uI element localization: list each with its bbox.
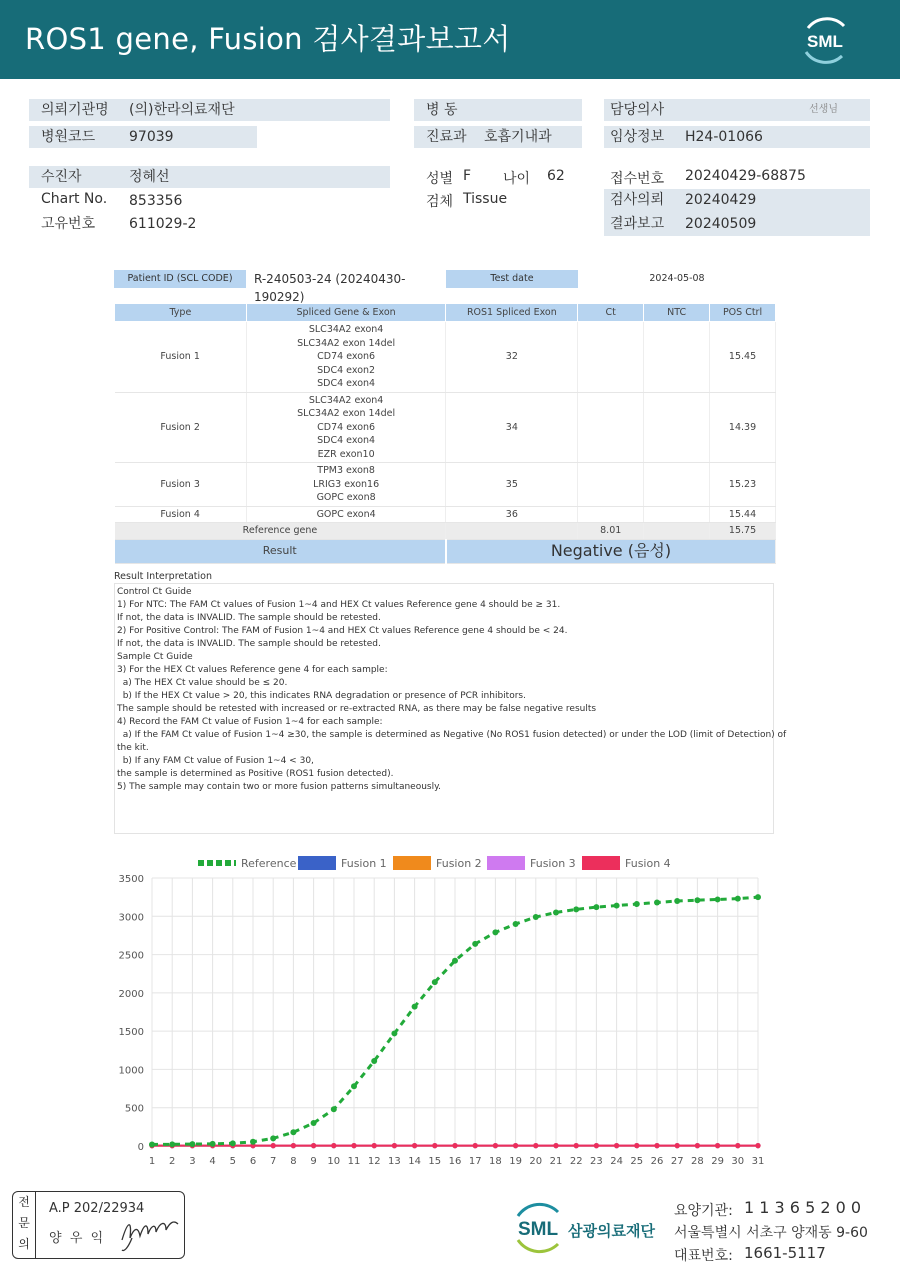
row-type: Fusion 3 (115, 463, 247, 507)
data-point (432, 1143, 437, 1148)
x-tick-label: 4 (209, 1156, 216, 1167)
row-genes (246, 322, 446, 393)
y-tick-label: 0 (137, 1142, 144, 1153)
x-tick-label: 17 (468, 1156, 482, 1167)
data-point (372, 1143, 377, 1148)
data-point (735, 896, 741, 902)
row-ct (578, 463, 644, 507)
x-tick-label: 2 (169, 1156, 176, 1167)
data-point (695, 1143, 700, 1148)
chart-no-label: Chart No. (41, 191, 108, 207)
data-point (432, 979, 438, 985)
hospital-code-value: 97039 (129, 129, 174, 145)
data-point (271, 1143, 276, 1148)
x-tick-label: 21 (549, 1156, 563, 1167)
y-tick-label: 1500 (118, 1027, 144, 1039)
reference-label: Reference gene (115, 523, 446, 540)
interpretation-line: the sample is determined as Positive (ROS1 fusion detected). (117, 769, 394, 779)
legend-swatch (487, 856, 525, 870)
request-label: 검사의뢰 (610, 192, 665, 208)
amplification-chart (110, 850, 780, 1170)
interpretation-line: b) If the HEX Ct value > 20, this indicates RNA degradation or presence of PCR inhibitors. (117, 691, 526, 701)
data-point (351, 1143, 356, 1148)
x-tick-label: 12 (367, 1156, 381, 1167)
patient-id-value: R-240503-24 (20240430-190292) (254, 272, 406, 304)
gene-item: SLC34A2 exon 14del (297, 408, 396, 419)
row-type: Fusion 2 (115, 392, 247, 463)
col-pos-ctrl: POS Ctrl (710, 304, 776, 322)
data-point (291, 1143, 296, 1148)
reference-pos: 15.75 (710, 523, 776, 540)
table-row (115, 392, 776, 463)
data-point (290, 1129, 296, 1135)
org-name: 삼광의료재단 (568, 1222, 655, 1240)
data-point (675, 1143, 680, 1148)
row-exon: 35 (446, 463, 578, 507)
legend-label: Fusion 4 (625, 857, 671, 870)
result-table (114, 303, 776, 564)
data-point (533, 914, 539, 920)
legend-label: Fusion 2 (436, 857, 482, 870)
gene-item: LRIG3 exon16 (313, 478, 380, 490)
interpretation-line: 4) Record the FAM Ct value of Fusion 1~4 for each sample: (117, 717, 383, 727)
data-point (634, 901, 640, 907)
report-value: 20240509 (685, 216, 757, 232)
report-header (0, 0, 900, 79)
org-address: 서울특별시 서초구 양재동 9-60 (674, 1225, 868, 1241)
data-point (149, 1141, 155, 1147)
report-title: ROS1 gene, Fusion 검사결과보고서 (25, 22, 511, 56)
doctor-suffix: 선생님 (809, 104, 838, 115)
x-tick-label: 31 (751, 1156, 765, 1167)
gene-item: SDC4 exon4 (317, 435, 376, 446)
receipt-label: 접수번호 (610, 171, 665, 187)
x-tick-label: 1 (148, 1156, 156, 1167)
x-tick-label: 25 (630, 1156, 644, 1167)
x-tick-label: 11 (347, 1156, 361, 1167)
x-tick-label: 16 (448, 1156, 462, 1167)
data-point (351, 1083, 357, 1089)
table-row (115, 506, 776, 523)
row-ntc (644, 506, 710, 523)
col-ros1-exon: ROS1 Spliced Exon (446, 304, 578, 322)
patient-row (29, 166, 390, 188)
data-point (331, 1143, 336, 1148)
data-point (574, 1143, 579, 1148)
row-exon: 34 (446, 392, 578, 463)
data-point (311, 1143, 316, 1148)
x-tick-label: 13 (388, 1156, 401, 1167)
patient-label: 수진자 (41, 169, 82, 185)
dept-value: 호흡기내과 (484, 129, 552, 145)
data-point (210, 1141, 216, 1147)
data-point (614, 1143, 619, 1148)
data-point (331, 1106, 337, 1112)
x-tick-label: 23 (590, 1156, 603, 1167)
data-point (573, 906, 579, 912)
x-tick-label: 14 (408, 1156, 421, 1167)
row-type: Fusion 4 (115, 506, 247, 523)
data-point (694, 897, 700, 903)
x-tick-label: 22 (569, 1156, 583, 1167)
x-tick-label: 15 (428, 1156, 442, 1167)
interpretation-box (114, 583, 787, 834)
pathologist-stamp (12, 1191, 185, 1259)
y-tick-label: 2500 (118, 950, 144, 962)
data-point (654, 1143, 659, 1148)
signature-icon (118, 1210, 182, 1254)
dept-row (414, 126, 582, 148)
table-row (115, 463, 776, 507)
interpretation-title: Result Interpretation (114, 571, 212, 582)
reference-ct: 8.01 (578, 523, 644, 540)
data-point (230, 1140, 236, 1146)
x-tick-label: 8 (290, 1156, 297, 1167)
clinical-label: 임상정보 (610, 129, 665, 145)
clinical-value: H24-01066 (685, 129, 763, 145)
col-ct: Ct (578, 304, 644, 322)
stamp-char: 문 (18, 1216, 30, 1230)
data-point (513, 1143, 518, 1148)
request-value: 20240429 (685, 192, 757, 208)
interpretation-line: If not, the data is INVALID. The sample should be retested. (117, 639, 381, 649)
x-tick-label: 26 (650, 1156, 664, 1167)
data-point (674, 898, 680, 904)
data-point (614, 903, 620, 909)
gene-item: SDC4 exon2 (317, 364, 376, 376)
data-point (371, 1058, 377, 1064)
gene-item: EZR exon10 (317, 448, 375, 460)
data-point (250, 1139, 256, 1145)
org-code: 1 1 3 6 5 2 0 0 (744, 1198, 862, 1217)
footer-sml-logo-icon (510, 1200, 566, 1256)
clinical-row (604, 126, 870, 148)
result-row (115, 539, 776, 563)
x-tick-label: 7 (270, 1156, 277, 1167)
org-phone-label: 대표번호: (674, 1248, 733, 1264)
age-value: 62 (547, 168, 565, 184)
data-point (492, 929, 498, 935)
interpretation-line: a) If the FAM Ct value of Fusion 1~4 ≥30, the sample is determined as Negative (No ROS1 fusion detected) or under the LOD (limit of Detection) of (117, 730, 787, 740)
row-pos: 15.44 (710, 506, 776, 523)
row-ct (578, 322, 644, 393)
data-point (493, 1143, 498, 1148)
x-tick-label: 10 (327, 1156, 341, 1167)
sml-logo-icon (798, 14, 852, 66)
legend-swatch (393, 856, 431, 870)
data-point (553, 1143, 558, 1148)
x-tick-label: 27 (670, 1156, 684, 1167)
x-tick-label: 29 (711, 1156, 724, 1167)
x-tick-label: 18 (489, 1156, 502, 1167)
receipt-value: 20240429-68875 (685, 168, 806, 184)
data-point (553, 909, 559, 915)
y-tick-label: 1000 (118, 1065, 144, 1077)
gene-item: SLC34A2 exon 14del (297, 337, 396, 349)
institution-row (29, 99, 390, 121)
org-phone: 1661-5117 (744, 1244, 826, 1262)
gene-item: CD74 exon6 (317, 351, 376, 362)
test-date-label: Test date (446, 270, 578, 288)
row-ntc (644, 322, 710, 393)
y-tick-label: 2000 (118, 988, 144, 1000)
result-value: Negative (음성) (446, 539, 776, 563)
row-ntc (644, 463, 710, 507)
institution-label: 의뢰기관명 (41, 102, 109, 118)
interpretation-line: Sample Ct Guide (117, 652, 193, 662)
specimen-label: 검체 (426, 194, 454, 210)
data-point (412, 1004, 418, 1010)
x-tick-label: 28 (691, 1156, 704, 1167)
gene-item: GOPC exon8 (316, 492, 376, 503)
x-tick-label: 9 (310, 1156, 317, 1167)
x-tick-label: 20 (529, 1156, 543, 1167)
data-point (452, 1143, 457, 1148)
gene-item: CD74 exon6 (317, 421, 376, 433)
stamp-char: 의 (18, 1237, 30, 1251)
gene-item: GOPC exon4 (316, 508, 376, 520)
interpretation-line: If not, the data is INVALID. The sample should be retested. (117, 613, 381, 623)
col-type: Type (115, 304, 247, 322)
hospital-code-row (29, 126, 257, 148)
data-point (594, 1143, 599, 1148)
interpretation-line: Control Ct Guide (117, 587, 192, 597)
sml-logo-text: SML (807, 32, 843, 51)
row-genes (246, 392, 446, 463)
data-point (189, 1141, 195, 1147)
x-tick-label: 5 (229, 1156, 236, 1167)
data-point (311, 1120, 317, 1126)
data-point (412, 1143, 417, 1148)
org-code-label: 요양기관: (674, 1203, 733, 1219)
y-tick-label: 500 (124, 1103, 144, 1115)
ap-number: A.P 202/22934 (49, 1201, 145, 1216)
x-tick-label: 24 (610, 1156, 623, 1167)
data-point (452, 958, 458, 964)
data-point (169, 1141, 175, 1147)
row-type: Fusion 1 (115, 322, 247, 393)
data-point (472, 941, 478, 947)
row-pos: 15.23 (710, 463, 776, 507)
interpretation-line: 3) For the HEX Ct values Reference gene 4 for each sample: (117, 665, 388, 675)
y-tick-label: 3500 (118, 874, 144, 885)
data-point (392, 1143, 397, 1148)
gene-item: SLC34A2 exon4 (308, 394, 384, 406)
data-point (735, 1143, 740, 1148)
data-point (533, 1143, 538, 1148)
result-label: Result (115, 539, 446, 563)
row-genes (246, 506, 446, 523)
gene-item: SLC34A2 exon4 (308, 324, 384, 335)
ward-row (414, 99, 582, 121)
data-point (654, 900, 660, 906)
interpretation-line: 5) The sample may contain two or more fusion patterns simultaneously. (117, 782, 442, 792)
specimen-value: Tissue (463, 191, 508, 207)
chart-no-value: 853356 (129, 193, 183, 209)
data-point (715, 1143, 720, 1148)
report-label: 결과보고 (610, 216, 665, 232)
legend-label: Fusion 1 (341, 857, 387, 870)
x-tick-label: 19 (509, 1156, 522, 1167)
pathologist-name: 양 우 익 (49, 1231, 104, 1246)
sex-value: F (463, 168, 472, 184)
row-pos: 15.45 (710, 322, 776, 393)
legend-swatch (298, 856, 336, 870)
unique-value: 611029-2 (129, 216, 197, 232)
y-tick-label: 3000 (118, 912, 144, 924)
data-point (391, 1030, 397, 1036)
col-genes: Spliced Gene & Exon (246, 304, 446, 322)
row-ntc (644, 392, 710, 463)
row-ct (578, 506, 644, 523)
data-point (755, 894, 761, 900)
request-report-block (604, 189, 870, 236)
hospital-code-label: 병원코드 (41, 129, 96, 145)
row-exon: 36 (446, 506, 578, 523)
gene-item: SDC4 exon4 (317, 378, 376, 389)
interpretation-line: 1) For NTC: The FAM Ct values of Fusion 1~4 and HEX Ct values Reference gene 4 should be ≥ 31. (117, 600, 561, 610)
legend-label: Reference (241, 857, 297, 870)
test-date-value: 2024-05-08 (649, 273, 705, 284)
x-tick-label: 30 (731, 1156, 745, 1167)
row-pos: 14.39 (710, 392, 776, 463)
row-ct (578, 392, 644, 463)
data-point (270, 1135, 276, 1141)
data-point (715, 896, 721, 902)
age-label: 나이 (503, 171, 531, 187)
stamp-char: 전 (18, 1195, 30, 1209)
interpretation-line: 2) For Positive Control: The FAM of Fusion 1~4 and HEX Ct values Reference gene 4 should be < 24. (117, 626, 568, 636)
legend-swatch (582, 856, 620, 870)
dept-label: 진료과 (426, 129, 467, 145)
footer-logo-text: SML (517, 1219, 559, 1240)
sex-label: 성별 (426, 171, 454, 187)
interpretation-line: b) If any FAM Ct value of Fusion 1~4 < 30, (117, 756, 314, 766)
gene-item: TPM3 exon8 (317, 465, 375, 476)
table-row (115, 322, 776, 393)
row-exon: 32 (446, 322, 578, 393)
doctor-label: 담당의사 (610, 102, 665, 118)
x-tick-label: 3 (189, 1156, 196, 1167)
col-ntc: NTC (644, 304, 710, 322)
data-point (513, 921, 519, 927)
stamp-side-label (13, 1192, 36, 1258)
reference-row (115, 523, 776, 540)
x-tick-label: 6 (249, 1156, 257, 1167)
data-point (755, 1143, 760, 1148)
patient-id-label: Patient ID (SCL CODE) (114, 270, 246, 288)
legend-label: Fusion 3 (530, 857, 576, 870)
interpretation-line: a) The HEX Ct value should be ≤ 20. (117, 678, 288, 688)
patient-value: 정혜선 (129, 169, 170, 185)
data-point (593, 904, 599, 910)
data-point (473, 1143, 478, 1148)
row-genes (246, 463, 446, 507)
institution-value: (의)한라의료재단 (129, 102, 235, 118)
unique-label: 고유번호 (41, 216, 96, 232)
ward-label: 병 동 (426, 102, 458, 118)
interpretation-line: the kit. (117, 743, 149, 753)
data-point (634, 1143, 639, 1148)
doctor-row (604, 99, 870, 121)
interpretation-line: The sample should be retested with increased or re-extracted RNA, as there may be false negative results (117, 704, 597, 714)
